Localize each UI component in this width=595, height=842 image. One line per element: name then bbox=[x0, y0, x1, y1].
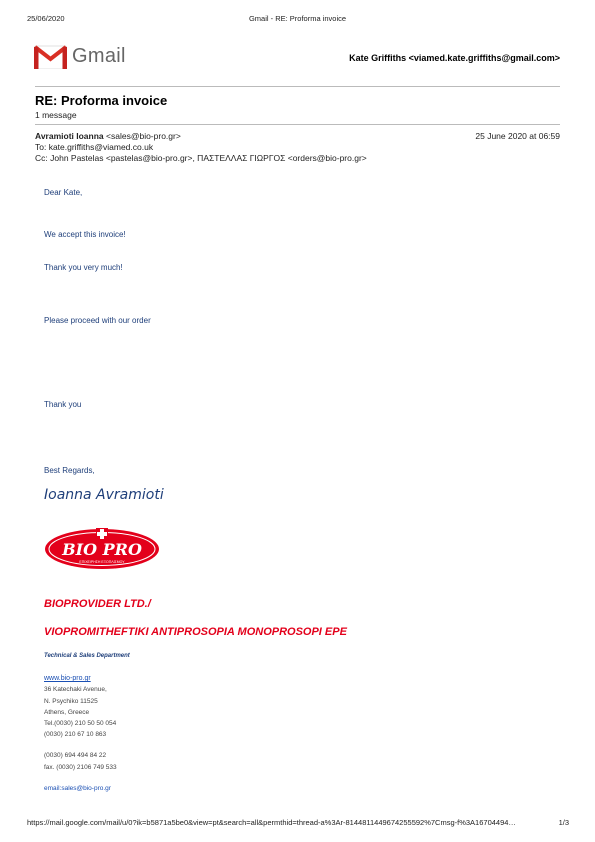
company-name-1: BIOPROVIDER LTD./ bbox=[44, 598, 151, 610]
print-title: Gmail - RE: Proforma invoice bbox=[248, 14, 347, 23]
print-date: 25/06/2020 bbox=[27, 14, 65, 23]
sender bbox=[35, 131, 181, 141]
telephone-1: Tel.(0030) 210 50 50 054 bbox=[44, 720, 117, 727]
body-line-3: Please proceed with our order bbox=[44, 316, 151, 325]
message-date: 25 June 2020 at 06:59 bbox=[475, 131, 560, 141]
gmail-wordmark: Gmail bbox=[72, 45, 126, 67]
email-link[interactable]: email:sales@bio-pro.gr bbox=[44, 785, 111, 792]
header-divider bbox=[35, 86, 560, 87]
message-count: 1 message bbox=[35, 110, 77, 120]
page-number: 1/3 bbox=[558, 818, 569, 827]
address-line-3: Athens, Greece bbox=[44, 709, 90, 716]
body-line-4: Thank you bbox=[44, 400, 82, 409]
print-url: https://mail.google.com/mail/u/0?ik=b5871a5be0&view=pt&search=all&permthid=thread-a%3Ar-8144811449674255592%7Cmsg-f%3A16704494… bbox=[27, 818, 516, 827]
gmail-logo-icon bbox=[34, 44, 67, 69]
fax-number: fax. (0030) 2106 749 533 bbox=[44, 764, 117, 771]
account-label: Kate Griffiths <viamed.kate.griffiths@gmail.com> bbox=[349, 53, 560, 63]
subject-title: RE: Proforma invoice bbox=[35, 93, 168, 108]
mobile-phone: (0030) 694 494 84 22 bbox=[44, 752, 107, 759]
subject-divider bbox=[35, 124, 560, 125]
telephone-2: (0030) 210 67 10 863 bbox=[44, 731, 107, 738]
recipient-to: To: kate.griffiths@viamed.co.uk bbox=[35, 142, 154, 152]
website-link[interactable]: www.bio-pro.gr bbox=[44, 675, 91, 682]
company-name-2: VIOPROMITHEFTIKI ANTIPROSOPIA MONOPROSOPI EPE bbox=[44, 626, 347, 638]
bio-pro-logo bbox=[44, 526, 160, 570]
signature-name: Ioanna Avramioti bbox=[44, 487, 164, 503]
bio-pro-logo-text: BIO PRO bbox=[62, 540, 142, 559]
recipient-cc: Cc: John Pastelas <pastelas@bio-pro.gr>, ΠΑΣΤΕΛΛΑΣ ΓΙΩΡΓΟΣ <orders@bio-pro.gr> bbox=[35, 153, 367, 163]
body-closing: Best Regards, bbox=[44, 466, 95, 475]
address-line-2: N. Psychiko 11525 bbox=[44, 698, 98, 705]
department: Technical & Sales Department bbox=[44, 653, 130, 659]
sender-name: Avramioti Ioanna bbox=[35, 131, 104, 141]
bio-pro-logo-subtext: ΕΠΙΧΕΙΡΗΣΗ ΕΞΟΠΛΙΣΜΟΥ bbox=[79, 560, 125, 564]
body-line-1: We accept this invoice! bbox=[44, 230, 126, 239]
sender-email[interactable]: <sales@bio-pro.gr> bbox=[106, 131, 181, 141]
address-line-1: 36 Katechaki Avenue, bbox=[44, 686, 107, 693]
body-greeting: Dear Kate, bbox=[44, 188, 83, 197]
body-line-2: Thank you very much! bbox=[44, 263, 123, 272]
